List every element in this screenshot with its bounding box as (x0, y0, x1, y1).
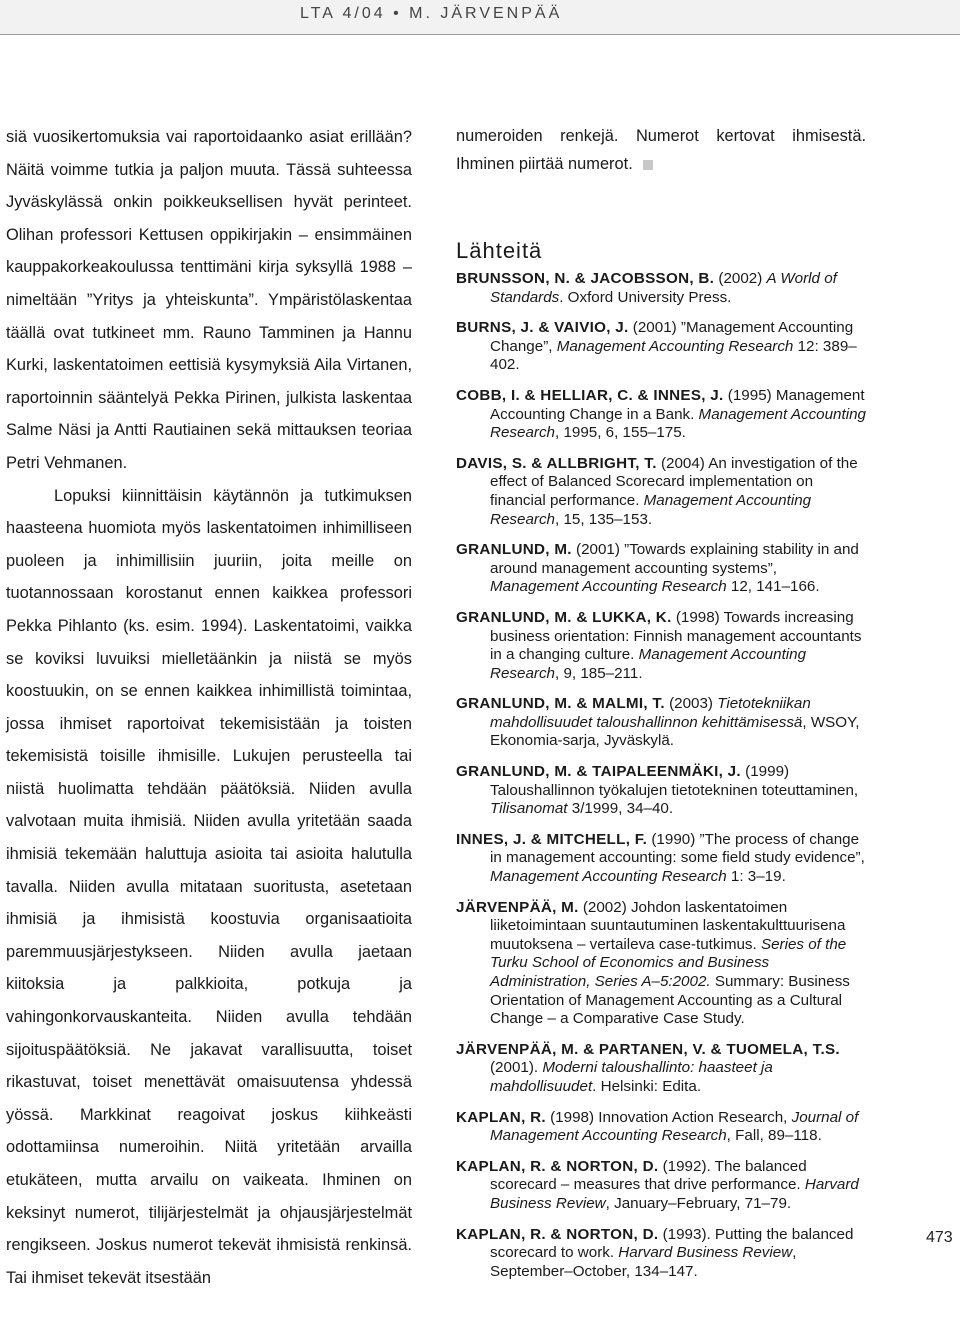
reference-item (456, 455, 866, 529)
reference-title: Harvard Business Review (490, 1176, 859, 1212)
reference-text: (1992). The balanced scorecard – measures that drive performance. (490, 1157, 807, 1194)
header-divider (0, 34, 960, 35)
reference-item (456, 1158, 866, 1214)
running-head-text: LTA 4/04 • M. JÄRVENPÄÄ (300, 5, 563, 22)
reference-title: Management Accounting Research (490, 578, 727, 596)
reference-title: Management Accounting Research (556, 337, 794, 355)
reference-authors: GRANLUND, M. (456, 541, 572, 559)
reference-text: (1990) ”The process of change in management accounting: some field study evidence”, (490, 830, 865, 867)
article-end-square-icon (643, 160, 653, 170)
reference-text: , 15, 135–153. (555, 510, 653, 528)
reference-authors: JÄRVENPÄÄ, M. (456, 898, 579, 916)
reference-item (456, 1041, 866, 1097)
reference-title: Management Accounting Research (490, 646, 807, 682)
reference-text: (2004) An investigation of the effect of Balanced Scorecard implementation on financial performance. (490, 454, 858, 509)
reference-list (456, 270, 866, 1281)
reference-authors: COBB, I. & HELLIAR, C. & INNES, J. (456, 386, 724, 404)
reference-authors: BURNS, J. & VAIVIO, J. (456, 319, 629, 337)
reference-text: (1998) Innovation Action Research, (545, 1108, 792, 1126)
reference-text: (1999) Taloushallinnon työkalujen tietotekninen toteuttaminen, (490, 763, 859, 799)
reference-text: (2001) ”Management Accounting Change”, (490, 319, 854, 355)
reference-text: , WSOY, Ekonomia-sarja, Jyväskylä. (490, 713, 860, 750)
reference-title: Harvard Business Review (618, 1244, 793, 1262)
body-paragraph-continued (456, 122, 866, 178)
reference-title: Journal of Management Accounting Research (490, 1108, 859, 1145)
reference-text: (1995) Management Accounting Change in a Bank. (490, 386, 865, 423)
reference-authors: DAVIS, S. & ALLBRIGHT, T. (456, 454, 657, 472)
reference-title: Management Accounting Research (490, 405, 866, 442)
reference-text: (2002) (714, 270, 767, 287)
reference-item (456, 319, 866, 375)
body-paragraph: Lopuksi kiinnittäisin käytännön ja tutkimuksen haasteena huomiota myös laskentatoimen inhimilliseen puoleen ja inhimillisiin juuriin, joita meille on tuotannossaan korostanut ennen kaikkea professori Pekka Pihlanto (ks. esim. 1994). Laskentatoimi, vaikka se koviksi luvuiksi mielletäänkin ja niistä se myös koostuukin, on se ennen kaikkea inhimillistä toimintaa, jossa ihmiset raportoivat tekemisistään ja toisten tekemisistä toisille ihmisille. Lukujen perusteella tai niistä huolimatta tehdään päätöksiä. Niiden avulla valvotaan muita ihmisiä. Niiden avulla yritetään saada ihmisiä tekemään haluttuja asioita tai asioita halutulla tavalla. Niiden avulla mitataan suoritusta, asetetaan ihmisiä ja ihmisistä koostuvia organisaatioita paremmuusjärjestykseen. Niiden avulla jaetaan kiitoksia ja palkkioita, potkuja ja vahingonkorvauskanteita. Niiden avulla tehdään sijoituspäätöksiä. Ne jakavat varallisuutta, toiset rikastuvat, toiset menettävät omaisuutensa yhdessä yössä. Markkinat reagoivat joskus kiihkeästi odottamiinsa numeroihin. Niitä yritetään arvailla etukäteen, mutta arvailu on vaikeata. Ihminen on keksinyt numerot, tilijärjestelmät ja ohjausjärjestelmät rengikseen. Joskus numerot tekevät ihmisistä renkinsä. Tai ihmiset tekevät itsestään (6, 486, 412, 1287)
reference-text: (2003) (664, 695, 718, 713)
reference-text: . Helsinki: Edita. (592, 1077, 702, 1095)
reference-text: (1998) Towards increasing business orientation: Finnish management accountants in a changing culture. (490, 608, 862, 664)
reference-item (456, 831, 866, 887)
reference-text: 3/1999, 34–40. (567, 800, 674, 818)
reference-title: Management Accounting Research (490, 868, 727, 886)
reference-text: (2002) Johdon laskentatoimen liiketoimintaan suuntautuminen laskentakulttuurisena muutoksena – vertaileva case-tutkimus. (490, 898, 846, 953)
reference-item (456, 763, 866, 819)
reference-authors: KAPLAN, R. & NORTON, D. (456, 1225, 659, 1243)
reference-authors: JÄRVENPÄÄ, M. & PARTANEN, V. & TUOMELA, T.S. (456, 1040, 840, 1058)
paragraph-text: numeroiden renkejä. Numerot kertovat ihmisestä. Ihminen piirtää numerot. (456, 127, 866, 173)
right-text-column (456, 122, 866, 1293)
reference-item (456, 1109, 866, 1146)
reference-title: Moderni taloushallinto: haasteet ja mahdollisuudet (490, 1059, 773, 1095)
reference-text: , 1995, 6, 155–175. (555, 424, 686, 442)
reference-item (456, 609, 866, 683)
reference-authors: BRUNSSON, N. & JACOBSSON, B. (456, 270, 715, 287)
reference-text: 12: 389–402. (490, 337, 857, 374)
reference-text: . Oxford University Press. (559, 288, 732, 306)
reference-title: Series of the Turku School of Economics and Business Administration, Series A–5:2002. (490, 935, 847, 990)
reference-item (456, 270, 866, 307)
reference-item (456, 387, 866, 443)
reference-title: Management Accounting Research (490, 491, 812, 528)
reference-item (456, 695, 866, 751)
reference-text: 12, 141–166. (726, 578, 820, 596)
reference-text: Summary: Business Orientation of Management Accounting as a Cultural Change – a Comparative Case Study. (490, 973, 850, 1028)
reference-authors: GRANLUND, M. & LUKKA, K. (456, 608, 672, 626)
running-header (0, 0, 960, 34)
reference-item (456, 899, 866, 1029)
reference-text: 1: 3–19. (726, 868, 786, 886)
reference-authors: GRANLUND, M. & TAIPALEENMÄKI, J. (456, 763, 741, 781)
reference-authors: INNES, J. & MITCHELL, F. (456, 830, 648, 848)
reference-title: A World of Standards (490, 270, 837, 306)
left-text-column (6, 121, 412, 1294)
reference-title: Tietotekniikan mahdollisuudet taloushallinnon kehittämisessä (490, 695, 811, 731)
reference-text: (1993). Putting the balanced scorecard to work. (490, 1225, 854, 1262)
reference-authors: GRANLUND, M. & MALMI, T. (456, 695, 665, 713)
reference-authors: KAPLAN, R. & NORTON, D. (456, 1157, 659, 1175)
reference-text: , September–October, 134–147. (490, 1244, 797, 1280)
reference-text: (2001) ”Towards explaining stability in and around management accounting systems”, (490, 541, 859, 577)
references-heading: Lähteitä (456, 238, 543, 263)
reference-item (456, 1226, 866, 1282)
reference-text: , January–February, 71–79. (605, 1194, 792, 1212)
reference-title: Tilisanomat (490, 800, 568, 818)
reference-text: (2001). (490, 1059, 543, 1077)
reference-authors: KAPLAN, R. (456, 1108, 546, 1126)
reference-item (456, 541, 866, 597)
body-paragraph: siä vuosikertomuksia vai raportoidaanko asiat erillään? Näitä voimme tutkia ja paljon muuta. Tässä suhteessa Jyväskylässä onkin poikkeuksellisen hyvät perinteet. Olihan professori Kettusen oppikirjakin – ensimmäinen kauppakorkeakoulussa tenttimäni kirja syksyllä 1988 – nimeltään ”Yritys ja yhteiskunta”. Ympäristölaskentaa täällä ovat tutkineet mm. Rauno Tamminen ja Hannu Kurki, laskentatoimen eettisiä kysymyksiä Aila Virtanen, raportoinnin sääntelyä Pekka Pirinen, julkista laskentaa Salme Näsi ja Antti Rautiainen sekä mittauksen teoriaa Petri Vehmanen. (6, 128, 412, 472)
reference-text: , 9, 185–211. (555, 664, 643, 682)
reference-text: , Fall, 89–118. (726, 1127, 822, 1145)
page-number: 473 (926, 1229, 953, 1246)
